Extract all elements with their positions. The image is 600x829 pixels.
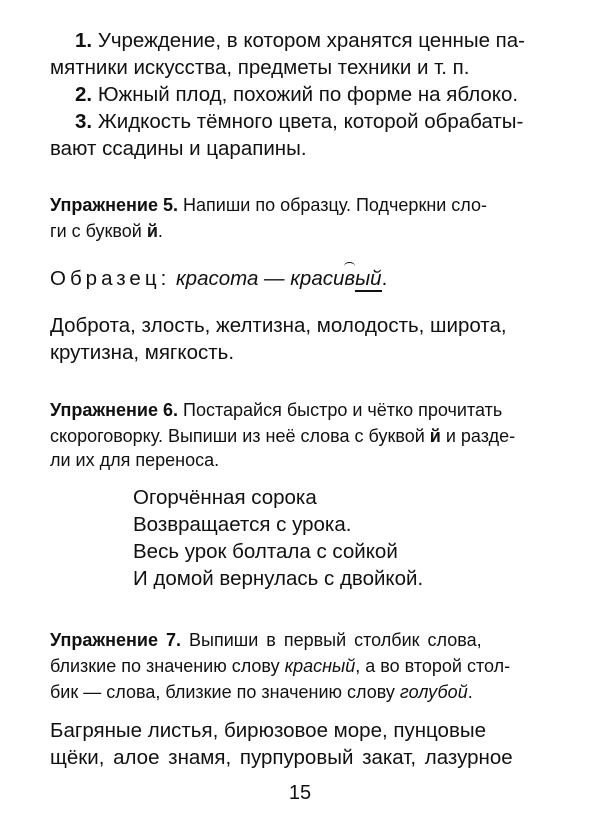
item-number: 3. [75, 110, 93, 133]
words-text: крутизна, мягкость. [50, 341, 235, 364]
poem-line: И домой вернулась с двойкой. [133, 567, 424, 590]
exercise-title: Упражнение 6. [50, 400, 178, 420]
task-text: скороговорку. Выпиши из неё слова с буквой [50, 426, 430, 446]
item-text: Учреждение, в котором хранятся ценные па- [97, 29, 526, 52]
task-text: ги с буквой [50, 221, 147, 241]
exercise-7-task-cont [50, 653, 510, 679]
item-number: 2. [75, 83, 93, 106]
keyword: красный [284, 656, 356, 676]
exercise-7-task-cont2 [50, 679, 473, 705]
list-item-3 [75, 108, 523, 135]
item-number: 1. [75, 29, 93, 52]
task-text: . [157, 221, 163, 241]
item-text: мятники искусства, предметы техники и т. п. [50, 56, 470, 79]
item-text: Южный плод, похожий по форме на яблоко. [97, 83, 519, 106]
item-text: вают ссадины и царапины. [50, 137, 307, 160]
exercise-title: Упражнение 7. [50, 630, 181, 650]
exercise-5-task [50, 192, 487, 218]
exercise-7-words-cont [50, 744, 513, 771]
task-text: , а во второй стол- [355, 656, 511, 676]
list-item-1 [75, 27, 525, 54]
list-item-1-cont [50, 54, 469, 81]
exercise-5-words-cont [50, 339, 234, 366]
sample-text: красота — краси [175, 267, 345, 290]
punct: . [381, 267, 388, 290]
exercise-title: Упражнение 5. [50, 195, 178, 215]
sample-label: Образец: [50, 267, 171, 290]
poem-line: Весь урок болтала с сойкой [133, 540, 398, 563]
item-text: Жидкость тёмного цвета, которой обрабаты- [97, 110, 524, 133]
task-text: бик — слова, близкие по значению слову [50, 682, 400, 702]
keyword: голубой [399, 682, 468, 702]
letter: й [429, 426, 441, 446]
poem-line: Возвращается с урока. [133, 513, 352, 536]
page-number: 15 [288, 782, 312, 804]
ending-mark: ый [355, 267, 382, 290]
task-text: . [467, 682, 473, 702]
task-text: и разде- [440, 426, 516, 446]
exercise-6-task-cont2 [50, 447, 219, 473]
poem-line: Огорчённая сорока [133, 486, 317, 509]
task-text: Выпиши в первый столбик слова, [189, 630, 482, 650]
list-item-2 [75, 81, 518, 108]
task-text: ли их для переноса. [50, 450, 220, 470]
task-text: Напиши по образцу. Подчеркни сло- [183, 195, 488, 215]
letter: й [146, 221, 158, 241]
exercise-7-task [50, 627, 482, 653]
words-text: Доброта, злость, желтизна, молодость, широта, [50, 314, 507, 337]
exercise-5-words [50, 312, 507, 339]
task-text: Постарайся быстро и чётко прочитать [183, 400, 503, 420]
suffix-mark: в [344, 267, 356, 290]
words-text: щёки, алое знамя, пурпуровый закат, лазурное [50, 746, 513, 769]
task-text: близкие по значению слову [50, 656, 285, 676]
list-item-3-cont [50, 135, 307, 162]
exercise-6-task [50, 397, 502, 423]
exercise-6-task-cont [50, 423, 515, 449]
words-text: Багряные листья, бирюзовое море, пунцовые [50, 719, 486, 742]
exercise-7-words [50, 717, 486, 744]
exercise-5-sample [50, 265, 387, 292]
exercise-5-task-cont [50, 218, 163, 244]
